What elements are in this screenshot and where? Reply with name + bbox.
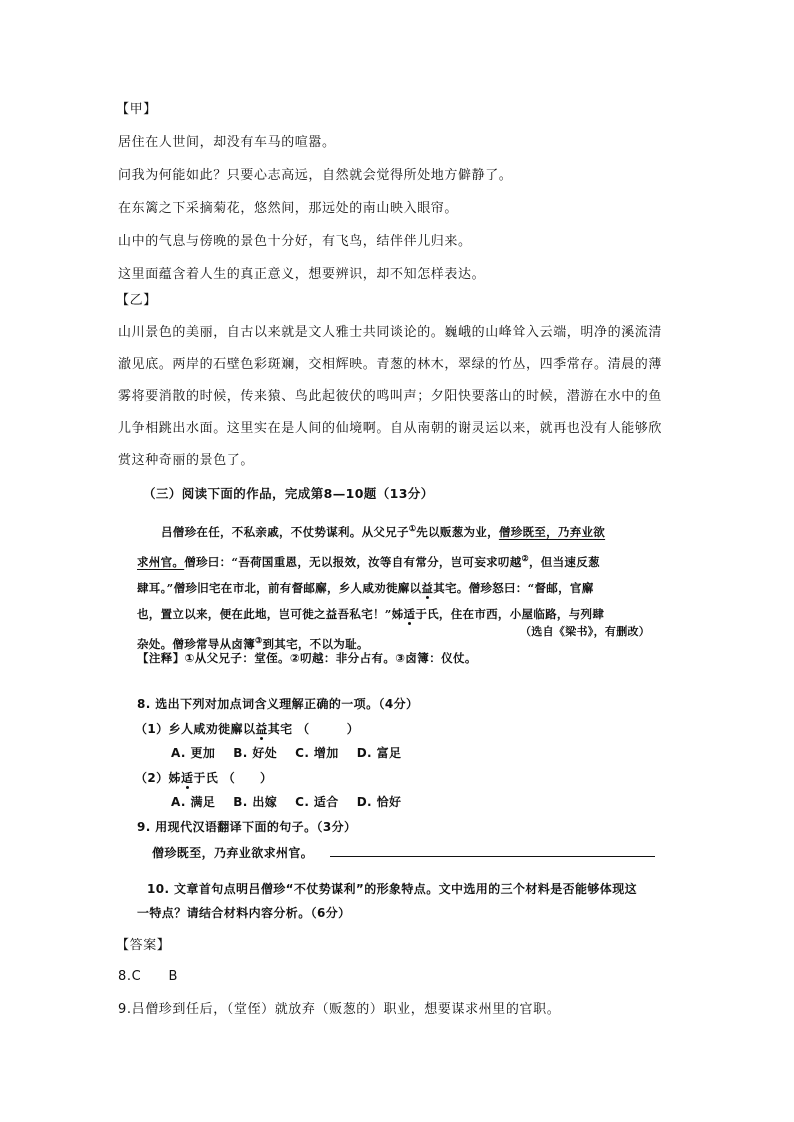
- yi-line: 澈见底。两岸的石壁色彩斑斓，交相辉映。青葱的林木，翠绿的竹丛，四季常存。清晨的薄: [118, 357, 663, 372]
- option-b[interactable]: B. 出嫁: [233, 795, 278, 809]
- answer-8: 8.C B: [118, 969, 178, 984]
- q9-sentence: 僧珍既至，乃弃业欲求州官。: [152, 846, 314, 860]
- jia-line: 问我为何能如此？只要心志高远，自然就会觉得所处地方僻静了。: [118, 168, 513, 183]
- passage-line: 杂处。僧珍常导从卤簿③到其宅，不以为耻。: [137, 634, 369, 651]
- note-marker: ②: [521, 552, 529, 563]
- jia-heading: 【甲】: [116, 102, 157, 117]
- q8-sub1: （1）乡人咸劝徙廨以益其宅 （ ）: [135, 721, 360, 736]
- option-b[interactable]: B. 好处: [233, 746, 278, 760]
- option-d[interactable]: D. 富足: [356, 746, 402, 760]
- dotted-word: 益: [421, 580, 434, 595]
- answer-9: 9.吕僧珍到任后，（堂侄）就放弃（贩葱的）职业，想要谋求州里的官职。: [118, 1002, 561, 1017]
- underlined-sentence: 僧珍既至，乃弃业欲: [498, 524, 606, 539]
- q8-stem: 8. 选出下列对加点词含义理解正确的一项。（4分）: [137, 697, 419, 711]
- passage-line: 肆耳。”僧珍旧宅在市北，前有督邮廨，乡人咸劝徙廨以益其宅。僧珍怒曰：“督邮，官廨: [137, 580, 594, 595]
- jia-line: 在东篱之下采摘菊花，悠然间，那远处的南山映入眼帘。: [118, 201, 459, 216]
- underlined-sentence: 求州官。: [137, 554, 185, 569]
- section3-title: （三）阅读下面的作品，完成第8—10题（13分）: [143, 486, 434, 501]
- option-a[interactable]: A. 满足: [171, 795, 216, 809]
- yi-line: 赏这种奇丽的景色了。: [118, 453, 255, 468]
- answer-line[interactable]: [330, 856, 655, 857]
- q10-line: 一特点？请结合材料内容分析。（6分）: [137, 906, 351, 920]
- note-marker: ③: [255, 634, 263, 645]
- passage-line: 吕僧珍在任，不私亲戚，不仗势谋利。从父兄子①先以贩葱为业，僧珍既至，乃弃业欲: [161, 523, 606, 539]
- dotted-word: 适: [403, 606, 416, 621]
- dotted-word: 益: [255, 721, 268, 736]
- yi-section: [118, 287, 662, 475]
- passage-line: 求州官。僧珍曰：“吾荷国重恩，无以报效，汝等自有常分，岂可妄求叨越②，但当速反葱: [137, 552, 600, 569]
- passage-source: （选自《梁书》，有删改）: [520, 625, 651, 638]
- jia-section: [118, 95, 512, 289]
- question-8: [137, 692, 419, 815]
- yi-line: 雾将要消散的时候，传来猿、鸟此起彼伏的鸣叫声；夕阳快要落山的时候，潜游在水中的鱼: [118, 389, 663, 404]
- jia-line: 居住在人世间，却没有车马的喧嚣。: [118, 135, 336, 150]
- jia-line: 山中的气息与傍晚的景色十分好，有飞鸟，结伴伴儿归来。: [118, 234, 472, 249]
- passage-line: 也，置立以来，便在此地，岂可徙之益吾私宅！”姊适于氏，住在市西，小屋临路，与列肆: [137, 606, 605, 621]
- notes: 【注释】①从父兄子：堂侄。②叨越：非分占有。③卤簿：仪仗。: [137, 651, 477, 665]
- q8-sub2: （2）姊适于氏 （ ）: [135, 770, 273, 785]
- option-d[interactable]: D. 恰好: [356, 795, 402, 809]
- option-c[interactable]: C. 增加: [295, 746, 339, 760]
- q9-stem: 9. 用现代汉语翻译下面的句子。（3分）: [137, 820, 357, 834]
- q8-sub1-options: [171, 741, 419, 766]
- note-marker: ①: [408, 523, 417, 533]
- option-c[interactable]: C. 适合: [295, 795, 339, 809]
- yi-heading: 【乙】: [116, 293, 157, 308]
- option-a[interactable]: A. 更加: [171, 746, 216, 760]
- yi-line: 山川景色的美丽，自古以来就是文人雅士共同谈论的。巍峨的山峰耸入云端，明净的溪流清: [118, 325, 663, 340]
- yi-line: 儿争相跳出水面。这里实在是人间的仙境啊。自从南朝的谢灵运以来，就再也没有人能够欣: [118, 421, 663, 436]
- question-10: [137, 877, 638, 925]
- answer-heading: 【答案】: [116, 938, 171, 953]
- q10-line: 10. 文章首句点明吕僧珍“不仗势谋利”的形象特点。文中选用的三个材料是否能够体现这: [147, 882, 638, 896]
- jia-line: 这里面蕴含着人生的真正意义，想要辨识，却不知怎样表达。: [118, 267, 486, 282]
- dotted-word: 适: [180, 770, 194, 785]
- q8-sub2-options: [171, 790, 419, 815]
